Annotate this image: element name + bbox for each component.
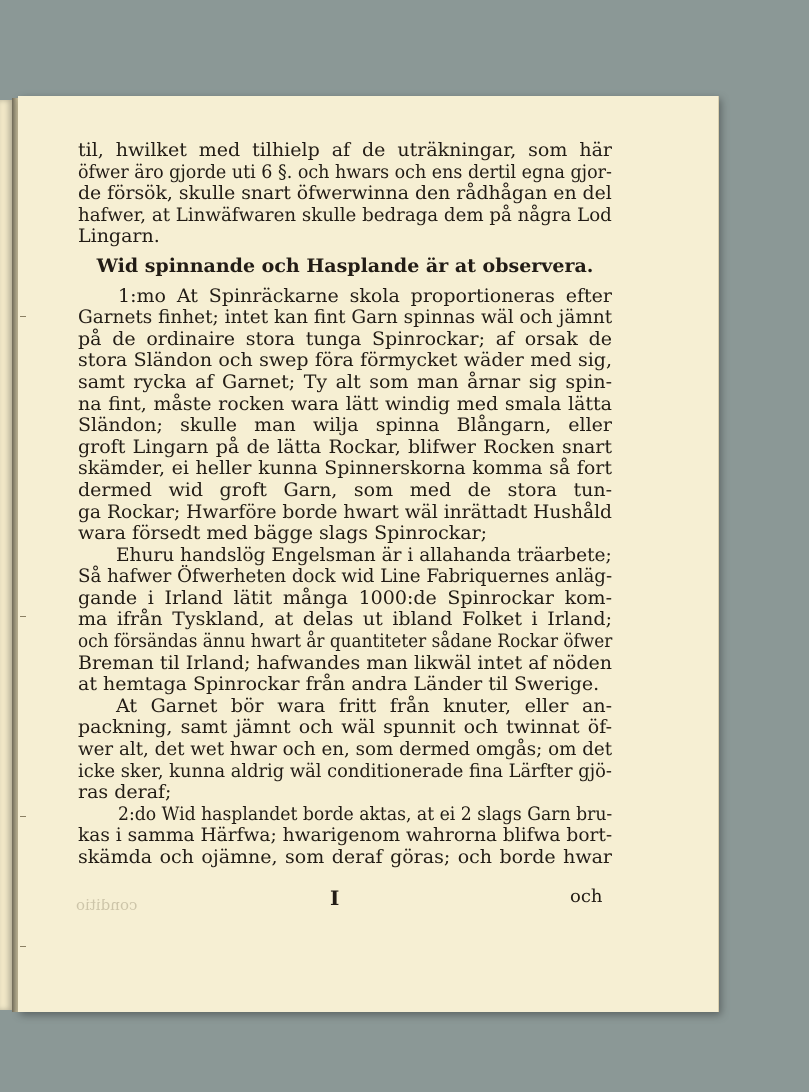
text-line: groft Lingarn på de lätta Rockar, blifwer Rocken snart	[78, 435, 612, 458]
text-line: Ehuru handslög Engelsman är i allahanda träarbete;	[116, 543, 612, 566]
text-line: samt rycka af Garnet; Ty alt som man årnar sig spin-	[78, 370, 612, 393]
text-line: hafwer, at Linwäfwaren skulle bedraga dem på några Lod	[78, 203, 612, 226]
section-heading: Wid spinnande och Hasplande är at observera.	[96, 254, 594, 277]
text-line: na fint, måste rocken wara lätt windig med smala lätta	[78, 392, 612, 415]
text-line: på de ordinaire stora tunga Spinrockar; af orsak de	[78, 327, 612, 350]
text-line: wer alt, det wet hwar och en, som dermed omgås; om det	[78, 738, 613, 761]
text-line: ras deraf;	[78, 781, 172, 804]
text-line: de försök, skulle snart öfwerwinna den rådhågan en del	[78, 182, 612, 205]
text-line: til, hwilket med tilhielp af de uträkningar, som här	[78, 139, 612, 161]
text-line: skämder, ei heller kunna Spinnerskorna komma så fort	[78, 457, 612, 480]
text-line: Garnets finhet; intet kan fint Garn spinnas wäl och jämnt	[78, 306, 613, 329]
text-line: 1:mo At Spinräckarne skola proportioneras efter	[118, 284, 612, 307]
text-line: at hemtaga Spinrockar från andra Länder til Swerige.	[78, 673, 600, 696]
catchword: och	[570, 886, 603, 907]
binding-stitch	[20, 616, 26, 617]
text-line: skämda och ojämne, som deraf göras; och borde hwar	[78, 846, 612, 868]
bleed-through-text: conditio	[76, 896, 138, 914]
text-line: ma ifrån Tyskland, at delas ut ibland Folket i Irland;	[78, 608, 612, 631]
text-line: packning, samt jämnt och wäl spunnit och twinnat öf-	[78, 716, 612, 739]
text-line: At Garnet bör wara fritt från knuter, eller an-	[116, 694, 612, 717]
text-line: 2:do Wid hasplandet borde aktas, at ei 2 slags Garn bru-	[118, 802, 613, 825]
text-line: Så hafwer Öfwerheten dock wid Line Fabriquernes anläg-	[78, 565, 613, 588]
text-line: Lingarn.	[78, 225, 160, 248]
page-text	[78, 140, 612, 869]
text-line: dermed wid groft Garn, som med de stora tun-	[78, 478, 612, 501]
binding-stitch	[20, 316, 26, 317]
binding-stitch	[20, 816, 26, 817]
text-line: stora Sländon och swep föra förmycket wäder med sig,	[78, 349, 612, 372]
book-page	[18, 96, 719, 1012]
text-line: icke sker, kunna aldrig wäl conditionerade fina Lärfter gjö-	[78, 759, 612, 782]
signature-mark: I	[330, 886, 340, 910]
text-line: Breman til Irland; hafwandes man likwäl intet af nöden	[78, 651, 612, 674]
text-line: och försändas ännu hwart år quantiteter sådane Rockar öfwer	[78, 630, 613, 653]
text-line: gande i Irland lätit många 1000:de Spinrockar kom-	[78, 586, 612, 609]
binding-stitch	[20, 946, 26, 947]
text-line: öfwer äro gjorde uti 6 §. och hwars och ens dertil egna gjor-	[78, 160, 612, 183]
text-line: Sländon; skulle man wilja spinna Blångarn, eller	[78, 414, 612, 437]
text-line: ga Rockar; Hwarföre borde hwart wäl inrättadt Hushåld	[78, 500, 612, 523]
text-line: wara försedt med bägge slags Spinrockar;	[78, 522, 488, 545]
text-line: kas i samma Härfwa; hwarigenom wahrorna blifwa bort-	[78, 824, 613, 847]
